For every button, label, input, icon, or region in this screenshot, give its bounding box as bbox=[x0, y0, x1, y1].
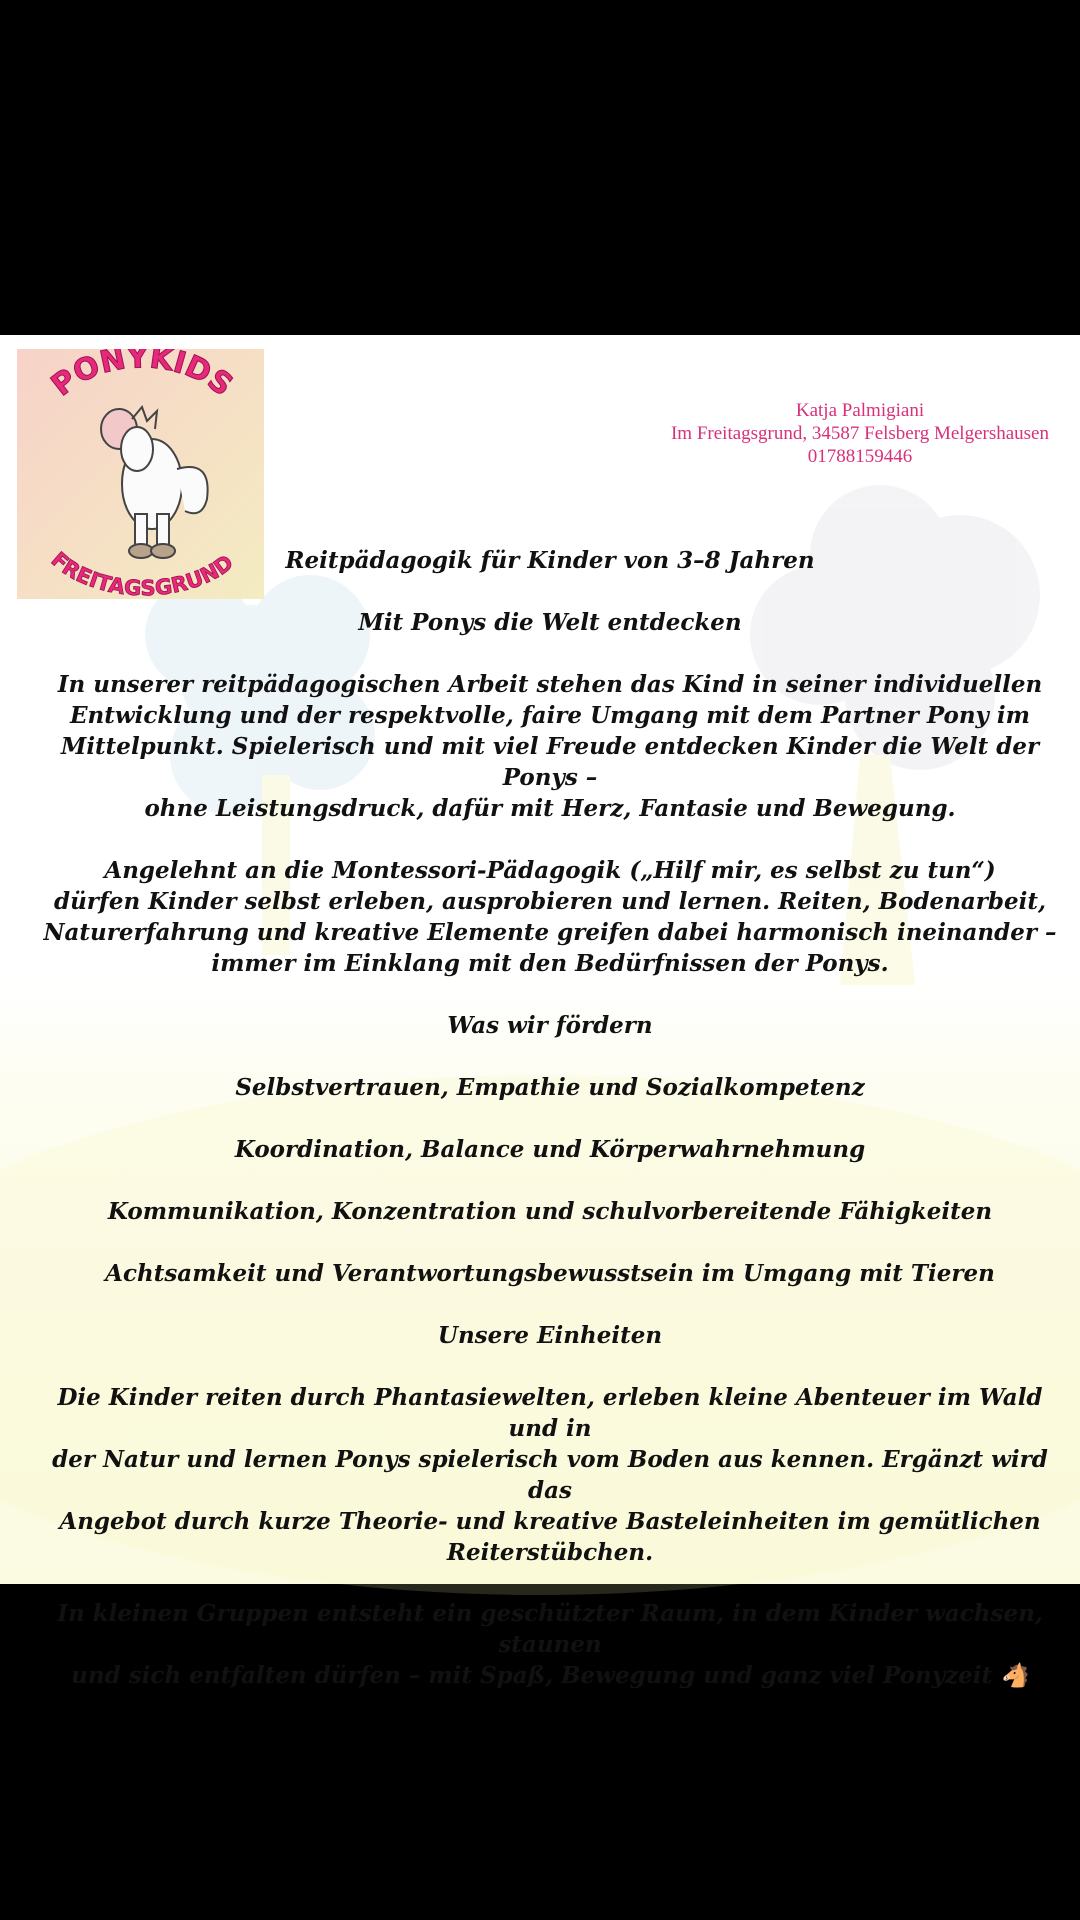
logo-top-text: PONYKIDS bbox=[44, 349, 240, 404]
section-heading-einheiten: Unsere Einheiten bbox=[437, 1322, 663, 1349]
intro-line: Entwicklung und der respektvolle, faire Umgang mit dem Partner Pony im bbox=[69, 702, 1031, 729]
einheiten-line: Angebot durch kurze Theorie- und kreative Basteleinheiten im gemütlichen bbox=[59, 1508, 1041, 1535]
montessori-line: Naturerfahrung und kreative Elemente greifen dabei harmonisch ineinander – bbox=[43, 919, 1057, 946]
closing-line: und sich entfalten dürfen – mit Spaß, Bewegung und ganz viel Ponyzeit 🐴 bbox=[71, 1662, 1029, 1689]
montessori-line: immer im Einklang mit den Bedürfnissen der Ponys. bbox=[211, 950, 889, 977]
subtitle: Mit Ponys die Welt entdecken bbox=[358, 609, 742, 636]
flyer-body bbox=[40, 545, 1060, 1691]
foerdern-item: Achtsamkeit und Verantwortungsbewusstsein im Umgang mit Tieren bbox=[105, 1260, 995, 1287]
contact-block bbox=[640, 399, 1080, 468]
contact-address: Im Freitagsgrund, 34587 Felsberg Melgershausen bbox=[670, 423, 1049, 444]
intro-line: Mittelpunkt. Spielerisch und mit viel Freude entdecken Kinder die Welt der Ponys – bbox=[60, 733, 1040, 791]
contact-phone: 01788159446 bbox=[807, 446, 913, 467]
foerdern-item: Kommunikation, Konzentration und schulvorbereitende Fähigkeiten bbox=[107, 1198, 993, 1225]
einheiten-line: der Natur und lernen Ponys spielerisch vom Boden aus kennen. Ergänzt wird das bbox=[52, 1446, 1048, 1504]
closing-line: In kleinen Gruppen entsteht ein geschützter Raum, in dem Kinder wachsen, staunen bbox=[57, 1600, 1043, 1658]
flyer-page bbox=[0, 335, 1080, 1689]
einheiten-line: Reiterstübchen. bbox=[446, 1539, 654, 1566]
foerdern-item: Koordination, Balance und Körperwahrnehmung bbox=[234, 1136, 866, 1163]
einheiten-line: Die Kinder reiten durch Phantasiewelten, erleben kleine Abenteuer im Wald und in bbox=[57, 1384, 1043, 1442]
section-heading-foerdern: Was wir fördern bbox=[447, 1012, 653, 1039]
foerdern-item: Selbstvertrauen, Empathie und Sozialkompetenz bbox=[235, 1074, 865, 1101]
intro-line: ohne Leistungsdruck, dafür mit Herz, Fantasie und Bewegung. bbox=[144, 795, 956, 822]
page-title: Reitpädagogik für Kinder von 3–8 Jahren bbox=[285, 547, 815, 574]
montessori-line: dürfen Kinder selbst erleben, ausprobieren und lernen. Reiten, Bodenarbeit, bbox=[54, 888, 1046, 915]
intro-line: In unserer reitpädagogischen Arbeit stehen das Kind in seiner individuellen bbox=[57, 671, 1043, 698]
montessori-line: Angelehnt an die Montessori-Pädagogik („Hilf mir, es selbst zu tun“) bbox=[104, 857, 996, 884]
logo-bottom-text: FREITAGSGRUND bbox=[46, 547, 238, 599]
contact-name: Katja Palmigiani bbox=[795, 400, 925, 421]
